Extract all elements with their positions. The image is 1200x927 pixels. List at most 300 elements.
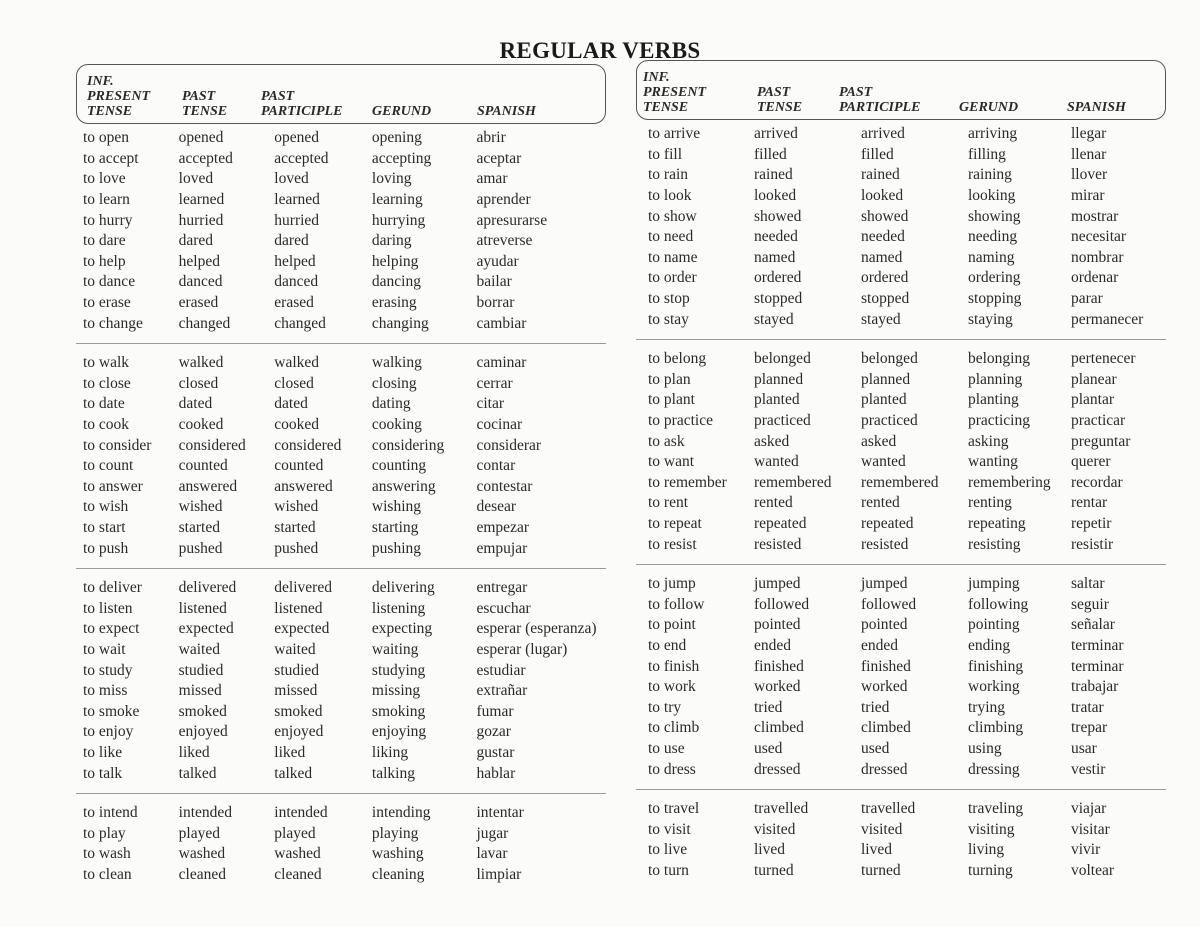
infinitive-cell: to visit bbox=[648, 820, 691, 838]
past-participle-cell: resisted bbox=[861, 535, 909, 553]
past-tense-cell: used bbox=[754, 739, 783, 757]
past-participle-cell: listened bbox=[274, 599, 323, 617]
infinitive-cell: to travel bbox=[648, 800, 700, 818]
past-participle-cell: pointed bbox=[861, 616, 908, 634]
spanish-cell: fumar bbox=[476, 702, 514, 720]
spanish-cell: llover bbox=[1071, 166, 1108, 184]
past-tense-cell: answered bbox=[178, 477, 238, 495]
infinitive-cell: to end bbox=[648, 636, 687, 654]
verb-row bbox=[636, 636, 1166, 657]
past-tense-cell: listened bbox=[178, 599, 227, 617]
verb-row bbox=[76, 640, 606, 661]
verb-row bbox=[76, 803, 606, 824]
past-tense-cell: lived bbox=[754, 841, 785, 859]
past-tense-cell: opened bbox=[178, 129, 224, 147]
past-tense-cell: jumped bbox=[754, 575, 801, 593]
verb-group bbox=[636, 349, 1166, 555]
gerund-cell: belonging bbox=[968, 350, 1030, 368]
verb-row bbox=[636, 759, 1166, 780]
spanish-cell: trepar bbox=[1071, 719, 1108, 737]
gerund-cell: practicing bbox=[968, 412, 1030, 430]
verb-row bbox=[76, 844, 606, 865]
past-participle-cell: tried bbox=[861, 698, 890, 716]
gerund-cell: resisting bbox=[968, 535, 1021, 553]
infinitive-cell: to help bbox=[83, 252, 126, 270]
gerund-cell: following bbox=[968, 595, 1029, 613]
past-participle-cell: dressed bbox=[861, 760, 908, 778]
header-infinitive: INF. PRESENT TENSE bbox=[87, 74, 151, 119]
infinitive-cell: to belong bbox=[648, 350, 707, 368]
verb-row bbox=[636, 349, 1166, 370]
gerund-cell: enjoying bbox=[371, 723, 427, 741]
infinitive-cell: to walk bbox=[83, 354, 130, 372]
past-participle-cell: started bbox=[274, 518, 316, 536]
past-participle-cell: pushed bbox=[274, 539, 319, 557]
past-participle-cell: wanted bbox=[861, 453, 906, 471]
gerund-cell: pointing bbox=[968, 616, 1020, 634]
infinitive-cell: to miss bbox=[83, 682, 128, 700]
gerund-cell: playing bbox=[371, 824, 419, 842]
spanish-cell: gustar bbox=[476, 743, 515, 761]
gerund-cell: considering bbox=[371, 436, 445, 454]
infinitive-cell: to work bbox=[648, 678, 696, 696]
gerund-cell: daring bbox=[371, 232, 412, 250]
infinitive-cell: to wish bbox=[83, 498, 129, 516]
past-participle-cell: arrived bbox=[861, 125, 905, 143]
header-spanish: SPANISH bbox=[477, 104, 536, 119]
past-participle-cell: looked bbox=[861, 187, 904, 205]
past-tense-cell: belonged bbox=[754, 350, 811, 368]
spanish-cell: terminar bbox=[1071, 657, 1124, 675]
gerund-cell: stopping bbox=[968, 290, 1022, 308]
verb-row bbox=[636, 165, 1166, 186]
infinitive-cell: to practice bbox=[648, 412, 713, 430]
spanish-cell: planear bbox=[1071, 370, 1117, 388]
header-past-participle: PAST PARTICIPLE bbox=[261, 89, 343, 119]
past-tense-cell: accepted bbox=[178, 149, 233, 167]
past-tense-cell: visited bbox=[754, 820, 796, 838]
past-participle-cell: smoked bbox=[274, 702, 323, 720]
past-tense-cell: repeated bbox=[754, 514, 807, 532]
gerund-cell: turning bbox=[968, 861, 1013, 879]
past-participle-cell: changed bbox=[274, 314, 326, 332]
page-title: REGULAR VERBS bbox=[499, 38, 701, 63]
past-tense-cell: talked bbox=[178, 764, 217, 782]
verb-row bbox=[636, 819, 1166, 840]
spanish-cell: preguntar bbox=[1071, 432, 1131, 450]
past-tense-cell: danced bbox=[178, 273, 223, 291]
infinitive-cell: to jump bbox=[648, 575, 696, 593]
past-participle-cell: named bbox=[861, 248, 903, 266]
past-tense-cell: washed bbox=[178, 845, 226, 863]
past-tense-cell: dared bbox=[178, 232, 214, 250]
infinitive-cell: to point bbox=[648, 616, 696, 634]
verb-row bbox=[636, 309, 1166, 330]
past-participle-cell: turned bbox=[861, 861, 901, 879]
spanish-cell: hablar bbox=[476, 764, 516, 782]
verb-row bbox=[76, 743, 606, 764]
past-participle-cell: delivered bbox=[274, 579, 332, 597]
gerund-cell: opening bbox=[371, 129, 422, 147]
past-participle-cell: dated bbox=[274, 395, 308, 413]
spanish-cell: mostrar bbox=[1071, 207, 1119, 225]
infinitive-cell: to intend bbox=[83, 804, 138, 822]
infinitive-cell: to try bbox=[648, 698, 682, 716]
spanish-cell: limpiar bbox=[476, 865, 522, 883]
gerund-cell: looking bbox=[968, 187, 1016, 205]
spanish-cell: cocinar bbox=[476, 416, 523, 434]
verb-group bbox=[636, 574, 1166, 780]
header-past-participle: PAST PARTICIPLE bbox=[839, 85, 921, 115]
gerund-cell: answering bbox=[371, 477, 436, 495]
infinitive-cell: to listen bbox=[83, 599, 133, 617]
past-tense-cell: pointed bbox=[754, 616, 801, 634]
gerund-cell: needing bbox=[968, 228, 1018, 246]
infinitive-cell: to start bbox=[83, 518, 126, 536]
spanish-cell: citar bbox=[476, 395, 505, 413]
verb-row bbox=[76, 394, 606, 415]
spanish-cell: voltear bbox=[1071, 861, 1115, 879]
past-participle-cell: visited bbox=[861, 820, 903, 838]
spanish-cell: desear bbox=[476, 498, 517, 516]
past-participle-cell: closed bbox=[274, 374, 314, 392]
verb-row bbox=[76, 415, 606, 436]
spanish-cell: intentar bbox=[476, 804, 524, 822]
infinitive-cell: to finish bbox=[648, 657, 700, 675]
gerund-cell: smoking bbox=[371, 702, 426, 720]
verb-row bbox=[76, 128, 606, 149]
infinitive-cell: to plan bbox=[648, 370, 691, 388]
gerund-cell: intending bbox=[371, 804, 431, 822]
gerund-cell: expecting bbox=[371, 620, 433, 638]
spanish-cell: visitar bbox=[1071, 820, 1110, 838]
past-participle-cell: opened bbox=[274, 129, 320, 147]
header-gerund: GERUND bbox=[372, 104, 432, 119]
infinitive-cell: to rent bbox=[648, 494, 689, 512]
verb-row bbox=[636, 186, 1166, 207]
infinitive-cell: to live bbox=[648, 841, 688, 859]
verb-group bbox=[76, 128, 606, 334]
right-header-row bbox=[636, 60, 1166, 120]
verb-row bbox=[76, 518, 606, 539]
past-participle-cell: ended bbox=[861, 636, 899, 654]
gerund-cell: accepting bbox=[371, 149, 432, 167]
past-participle-cell: liked bbox=[274, 743, 306, 761]
gerund-cell: planting bbox=[968, 391, 1019, 409]
verb-row bbox=[76, 231, 606, 252]
infinitive-cell: to clean bbox=[83, 865, 132, 883]
past-participle-cell: missed bbox=[274, 682, 318, 700]
infinitive-cell: to play bbox=[83, 824, 126, 842]
spanish-cell: señalar bbox=[1071, 616, 1115, 634]
verb-row bbox=[76, 353, 606, 374]
verb-row bbox=[636, 615, 1166, 636]
past-participle-cell: studied bbox=[274, 661, 320, 679]
spanish-cell: rentar bbox=[1071, 494, 1108, 512]
infinitive-cell: to accept bbox=[83, 149, 139, 167]
past-tense-cell: intended bbox=[178, 804, 233, 822]
gerund-cell: dating bbox=[371, 395, 411, 413]
past-tense-cell: pushed bbox=[178, 539, 223, 557]
gerund-cell: naming bbox=[968, 248, 1015, 266]
past-participle-cell: finished bbox=[861, 657, 911, 675]
past-participle-cell: stopped bbox=[861, 290, 910, 308]
past-participle-cell: hurried bbox=[274, 211, 320, 229]
past-participle-cell: walked bbox=[274, 354, 320, 372]
verb-group bbox=[636, 124, 1166, 330]
past-participle-cell: loved bbox=[274, 170, 309, 188]
spanish-cell: contar bbox=[476, 457, 516, 475]
verb-row bbox=[636, 718, 1166, 739]
gerund-cell: asking bbox=[968, 432, 1009, 450]
gerund-cell: changing bbox=[371, 314, 429, 332]
group-divider bbox=[76, 568, 606, 569]
past-tense-cell: considered bbox=[178, 436, 246, 454]
gerund-cell: trying bbox=[968, 698, 1006, 716]
spanish-cell: lavar bbox=[476, 845, 508, 863]
verb-row bbox=[636, 697, 1166, 718]
infinitive-cell: to enjoy bbox=[83, 723, 134, 741]
infinitive-cell: to climb bbox=[648, 719, 700, 737]
verb-row bbox=[636, 677, 1166, 698]
infinitive-cell: to name bbox=[648, 248, 698, 266]
verb-row bbox=[76, 456, 606, 477]
infinitive-cell: to look bbox=[648, 187, 692, 205]
spanish-cell: cambiar bbox=[476, 314, 527, 332]
gerund-cell: counting bbox=[371, 457, 427, 475]
past-tense-cell: planned bbox=[754, 370, 804, 388]
gerund-cell: helping bbox=[371, 252, 419, 270]
past-participle-cell: used bbox=[861, 739, 890, 757]
verb-row bbox=[76, 763, 606, 784]
infinitive-cell: to expect bbox=[83, 620, 140, 638]
infinitive-cell: to turn bbox=[648, 861, 689, 879]
past-tense-cell: helped bbox=[178, 252, 220, 270]
gerund-cell: pushing bbox=[371, 539, 421, 557]
spanish-cell: llenar bbox=[1071, 145, 1107, 163]
verb-row bbox=[636, 145, 1166, 166]
verb-row bbox=[636, 861, 1166, 882]
verb-row bbox=[636, 656, 1166, 677]
past-tense-cell: cleaned bbox=[178, 865, 226, 883]
spanish-cell: escuchar bbox=[476, 599, 531, 617]
past-tense-cell: arrived bbox=[754, 125, 798, 143]
gerund-cell: waiting bbox=[371, 640, 419, 658]
spanish-cell: empujar bbox=[476, 539, 528, 557]
gerund-cell: wishing bbox=[371, 498, 421, 516]
gerund-cell: filling bbox=[968, 145, 1006, 163]
past-tense-cell: wanted bbox=[754, 453, 799, 471]
verb-row bbox=[636, 206, 1166, 227]
spanish-cell: jugar bbox=[476, 824, 509, 842]
past-tense-cell: smoked bbox=[178, 702, 227, 720]
group-divider bbox=[76, 343, 606, 344]
verb-row bbox=[636, 452, 1166, 473]
past-participle-cell: rained bbox=[861, 166, 900, 184]
past-participle-cell: showed bbox=[861, 207, 909, 225]
gerund-cell: liking bbox=[371, 743, 409, 761]
infinitive-cell: to repeat bbox=[648, 514, 702, 532]
past-tense-cell: expected bbox=[178, 620, 234, 638]
infinitive-cell: to dress bbox=[648, 760, 696, 778]
infinitive-cell: to want bbox=[648, 453, 695, 471]
gerund-cell: hurrying bbox=[371, 211, 426, 229]
past-tense-cell: finished bbox=[754, 657, 804, 675]
verb-row bbox=[76, 313, 606, 334]
header-past-tense: PAST TENSE bbox=[182, 89, 228, 119]
infinitive-cell: to close bbox=[83, 374, 131, 392]
spanish-cell: seguir bbox=[1071, 595, 1109, 613]
past-tense-cell: showed bbox=[754, 207, 802, 225]
infinitive-cell: to study bbox=[83, 661, 133, 679]
infinitive-cell: to use bbox=[648, 739, 685, 757]
past-tense-cell: cooked bbox=[178, 416, 224, 434]
gerund-cell: cleaning bbox=[371, 865, 425, 883]
infinitive-cell: to hurry bbox=[83, 211, 133, 229]
header-gerund: GERUND bbox=[959, 100, 1019, 115]
verb-row bbox=[636, 268, 1166, 289]
gerund-cell: planning bbox=[968, 370, 1023, 388]
infinitive-cell: to arrive bbox=[648, 125, 701, 143]
verb-row bbox=[636, 370, 1166, 391]
past-participle-cell: repeated bbox=[861, 514, 914, 532]
past-participle-cell: wished bbox=[274, 498, 319, 516]
past-participle-cell: cleaned bbox=[274, 865, 322, 883]
past-tense-cell: named bbox=[754, 248, 796, 266]
past-tense-cell: counted bbox=[178, 457, 228, 475]
spanish-cell: usar bbox=[1071, 739, 1097, 757]
verb-group bbox=[76, 803, 606, 885]
past-participle-cell: stayed bbox=[861, 310, 901, 328]
verb-row bbox=[636, 594, 1166, 615]
gerund-cell: cooking bbox=[371, 416, 422, 434]
verb-row bbox=[76, 252, 606, 273]
spanish-cell: llegar bbox=[1071, 125, 1107, 143]
spanish-cell: estudiar bbox=[476, 661, 526, 679]
gerund-cell: closing bbox=[371, 374, 417, 392]
spanish-cell: pertenecer bbox=[1071, 350, 1136, 368]
past-participle-cell: jumped bbox=[861, 575, 908, 593]
spanish-cell: permanecer bbox=[1071, 310, 1144, 328]
gerund-cell: showing bbox=[968, 207, 1021, 225]
verb-row bbox=[76, 435, 606, 456]
spanish-cell: aprender bbox=[476, 191, 531, 209]
infinitive-cell: to order bbox=[648, 269, 697, 287]
infinitive-cell: to remember bbox=[648, 473, 727, 491]
verb-row bbox=[76, 149, 606, 170]
past-participle-cell: planted bbox=[861, 391, 907, 409]
gerund-cell: learning bbox=[371, 191, 423, 209]
infinitive-cell: to erase bbox=[83, 294, 131, 312]
past-tense-cell: played bbox=[178, 824, 220, 842]
verb-row bbox=[636, 124, 1166, 145]
header-spanish: SPANISH bbox=[1067, 100, 1126, 115]
gerund-cell: loving bbox=[371, 170, 412, 188]
past-tense-cell: worked bbox=[754, 678, 801, 696]
spanish-cell: saltar bbox=[1071, 575, 1105, 593]
past-tense-cell: enjoyed bbox=[178, 723, 228, 741]
verb-row bbox=[636, 739, 1166, 760]
infinitive-cell: to follow bbox=[648, 595, 705, 613]
spanish-cell: resistir bbox=[1071, 535, 1114, 553]
gerund-cell: studying bbox=[371, 661, 426, 679]
gerund-cell: dressing bbox=[968, 760, 1020, 778]
past-participle-cell: counted bbox=[274, 457, 324, 475]
spanish-cell: nombrar bbox=[1071, 248, 1124, 266]
spanish-cell: parar bbox=[1071, 290, 1103, 308]
past-participle-cell: waited bbox=[274, 640, 316, 658]
infinitive-cell: to dare bbox=[83, 232, 126, 250]
past-tense-cell: learned bbox=[178, 191, 225, 209]
left-verb-table bbox=[76, 64, 606, 885]
spanish-cell: recordar bbox=[1071, 473, 1123, 491]
gerund-cell: climbing bbox=[968, 719, 1024, 737]
spanish-cell: repetir bbox=[1071, 514, 1112, 532]
spanish-cell: gozar bbox=[476, 723, 511, 741]
gerund-cell: washing bbox=[371, 845, 424, 863]
gerund-cell: staying bbox=[968, 310, 1013, 328]
verb-row bbox=[76, 477, 606, 498]
spanish-cell: viajar bbox=[1071, 800, 1107, 818]
infinitive-cell: to wash bbox=[83, 845, 131, 863]
past-participle-cell: considered bbox=[274, 436, 342, 454]
infinitive-cell: to change bbox=[83, 314, 143, 332]
verb-row bbox=[76, 681, 606, 702]
past-participle-cell: followed bbox=[861, 595, 917, 613]
past-tense-cell: stayed bbox=[754, 310, 794, 328]
past-participle-cell: remembered bbox=[861, 473, 939, 491]
gerund-cell: erasing bbox=[371, 294, 417, 312]
past-participle-cell: belonged bbox=[861, 350, 918, 368]
past-tense-cell: planted bbox=[754, 391, 800, 409]
verb-row bbox=[636, 534, 1166, 555]
past-tense-cell: needed bbox=[754, 228, 798, 246]
past-tense-cell: waited bbox=[178, 640, 220, 658]
gerund-cell: visiting bbox=[968, 820, 1015, 838]
verb-row bbox=[636, 248, 1166, 269]
header-infinitive: INF. PRESENT TENSE bbox=[643, 70, 707, 115]
gerund-cell: traveling bbox=[968, 800, 1024, 818]
infinitive-cell: to need bbox=[648, 228, 694, 246]
spanish-cell: atreverse bbox=[476, 232, 533, 250]
infinitive-cell: to stay bbox=[648, 310, 689, 328]
past-tense-cell: turned bbox=[754, 861, 794, 879]
past-tense-cell: delivered bbox=[178, 579, 237, 597]
infinitive-cell: to love bbox=[83, 170, 126, 188]
past-tense-cell: liked bbox=[178, 743, 210, 761]
past-tense-cell: wished bbox=[178, 498, 223, 516]
infinitive-cell: to date bbox=[83, 395, 125, 413]
infinitive-cell: to resist bbox=[648, 535, 697, 553]
spanish-cell: vivir bbox=[1071, 841, 1101, 859]
past-tense-cell: rented bbox=[754, 494, 793, 512]
verb-row bbox=[76, 865, 606, 886]
past-participle-cell: needed bbox=[861, 228, 905, 246]
verb-row bbox=[636, 574, 1166, 595]
past-participle-cell: expected bbox=[274, 620, 330, 638]
past-tense-cell: closed bbox=[178, 374, 219, 392]
infinitive-cell: to fill bbox=[648, 145, 683, 163]
left-header-row bbox=[76, 64, 606, 124]
past-tense-cell: started bbox=[178, 518, 220, 536]
infinitive-cell: to talk bbox=[83, 764, 123, 782]
infinitive-cell: to dance bbox=[83, 273, 136, 291]
past-participle-cell: lived bbox=[861, 841, 892, 859]
right-verb-table bbox=[636, 60, 1166, 881]
gerund-cell: talking bbox=[371, 764, 415, 782]
infinitive-cell: to wait bbox=[83, 640, 126, 658]
verb-row bbox=[636, 799, 1166, 820]
